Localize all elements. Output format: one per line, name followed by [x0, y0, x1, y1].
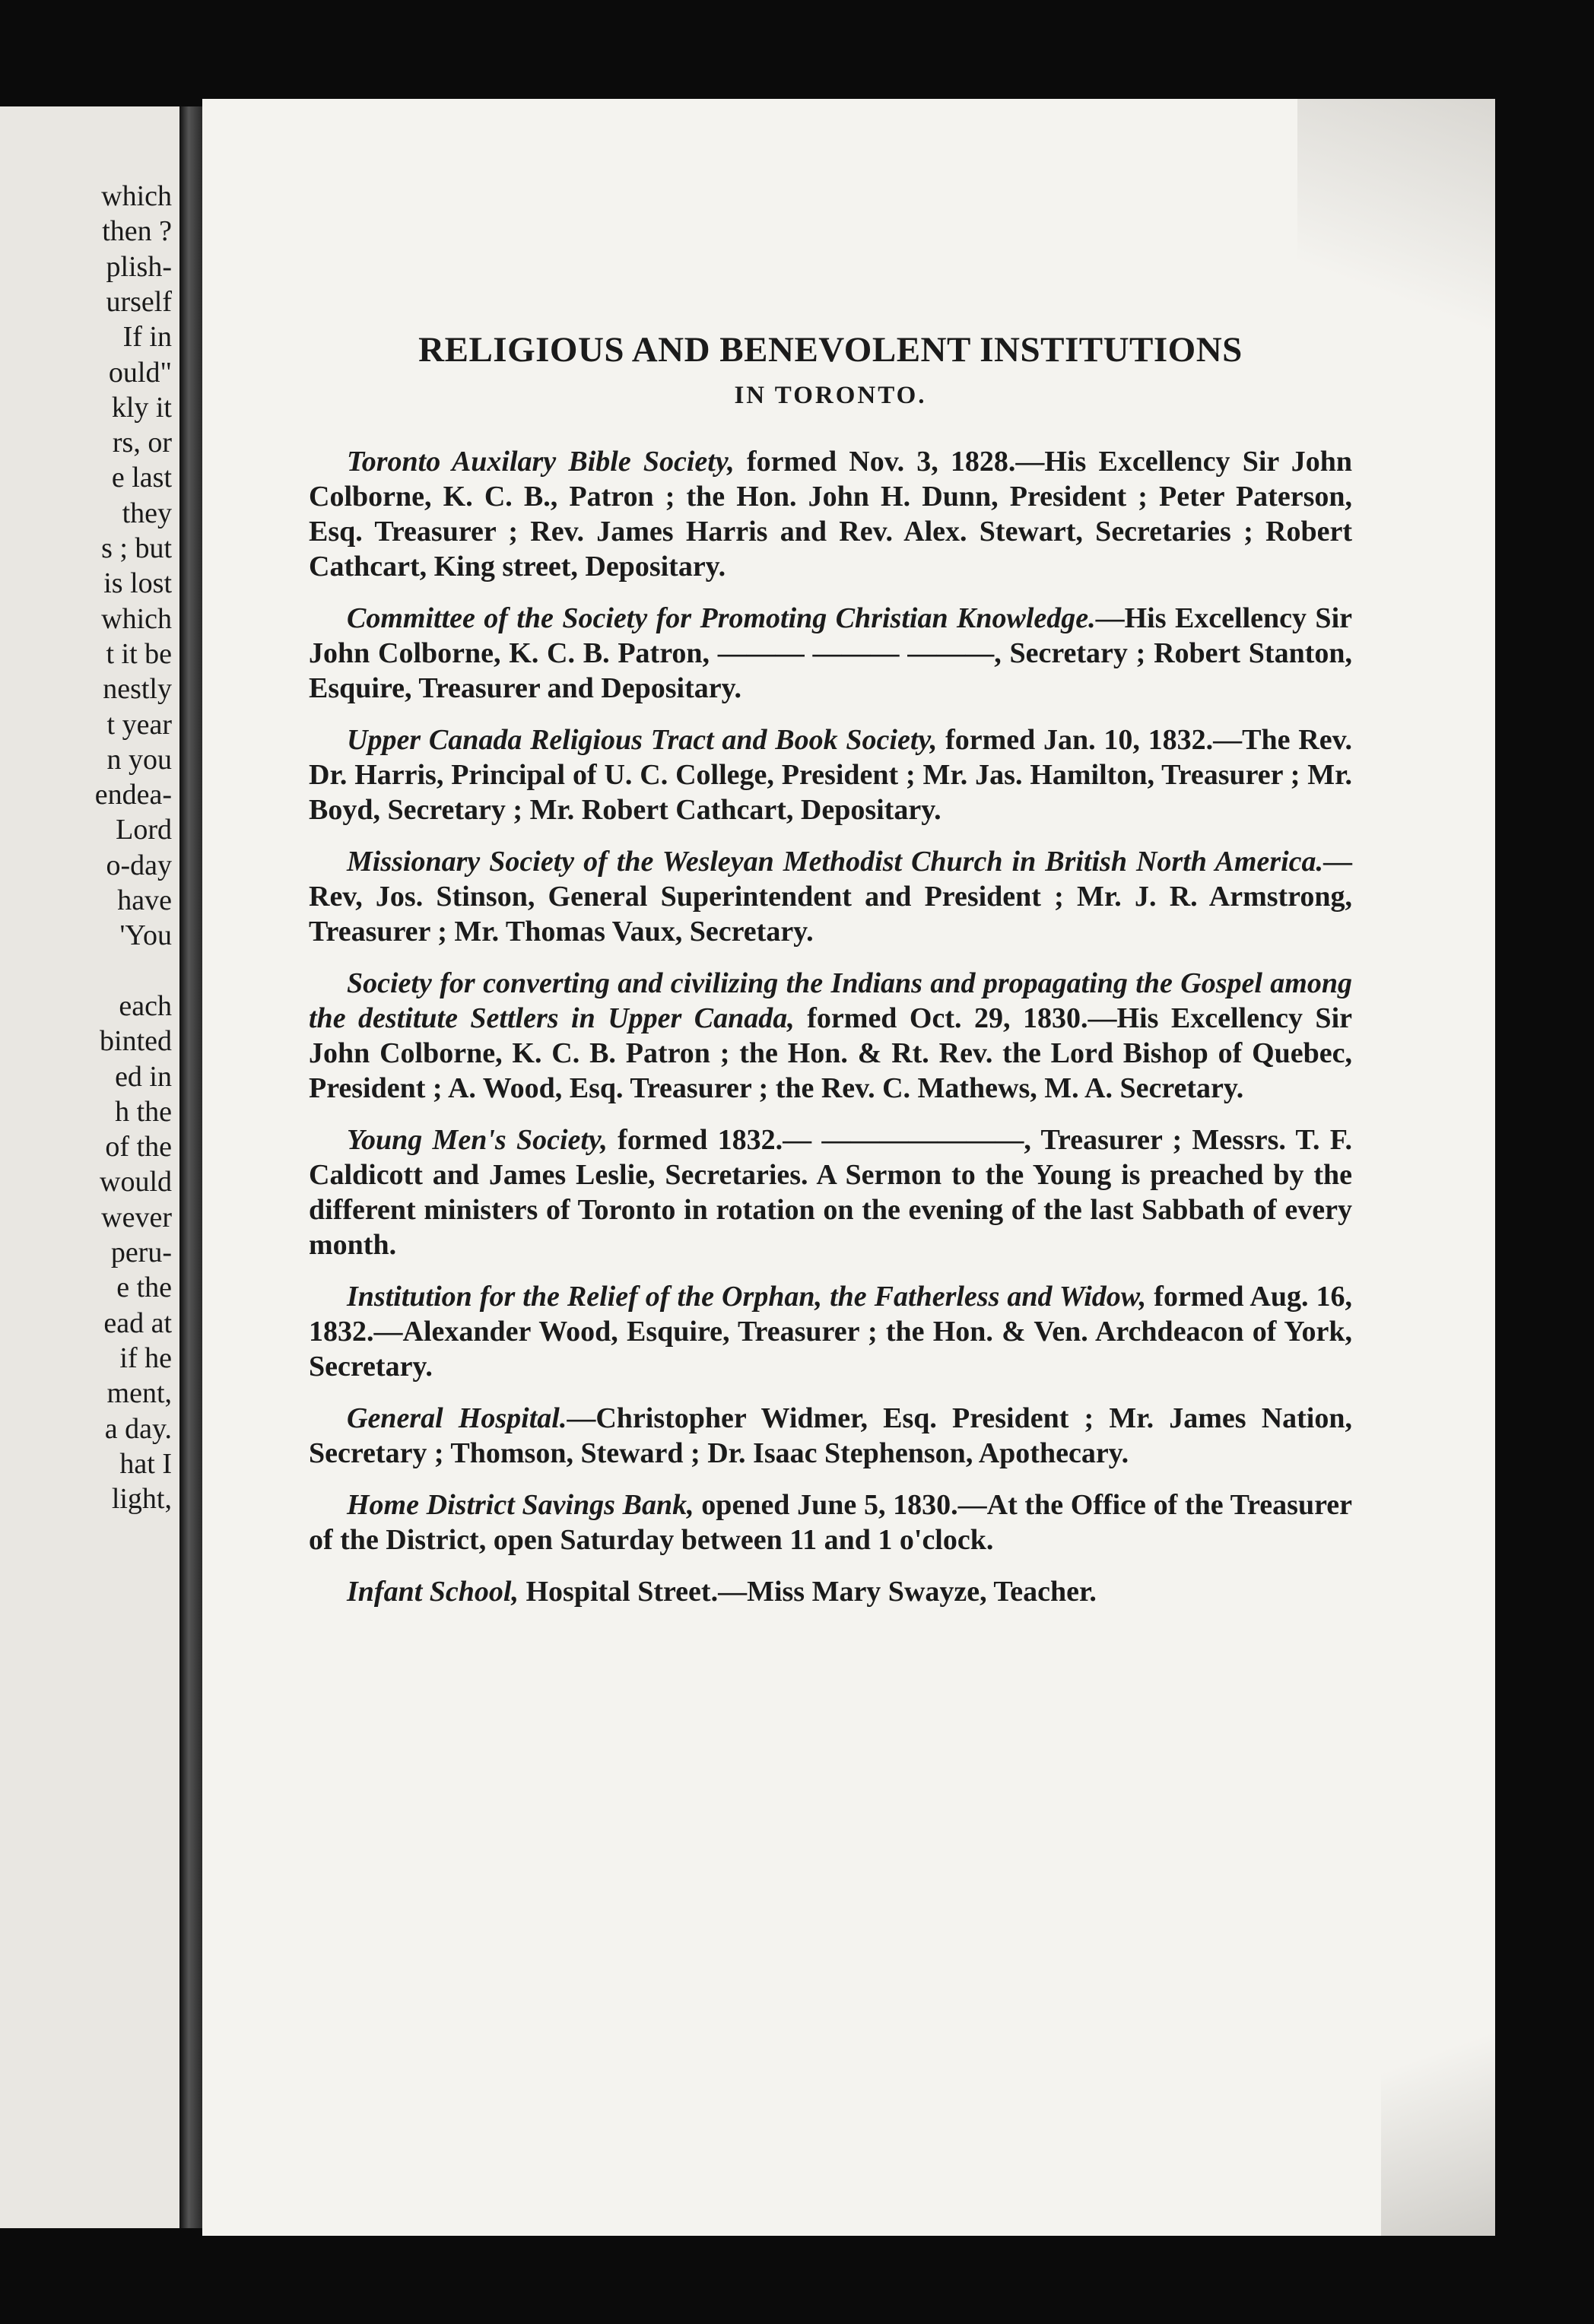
left-page-fragment: rs, or	[112, 427, 172, 459]
institution-entry	[309, 1487, 1352, 1557]
institution-entry	[309, 1122, 1352, 1262]
left-page-fragment: would	[100, 1166, 172, 1199]
left-page-fragment: h the	[115, 1095, 172, 1128]
left-page-fragment: n you	[106, 743, 172, 776]
institution-entry	[309, 1279, 1352, 1384]
institution-name: Missionary Society of the Wesleyan Methodist Church in British North America.	[347, 846, 1323, 878]
institution-name: General Hospital.	[347, 1402, 567, 1434]
left-page-fragment: plish-	[106, 250, 172, 283]
institution-details: —His Excellency Sir John Colborne, K. C. B. Patron, ——— ——— ———, Secretary ; Robert Stanton, Esquire, Treasurer and Depositary.	[309, 602, 1352, 704]
left-page-fragment: e the	[116, 1272, 172, 1304]
left-page-fragment: wever	[101, 1201, 172, 1233]
left-page-fragment: e last	[111, 462, 172, 494]
institution-entry	[309, 601, 1352, 706]
left-page-fragment: s ; but	[101, 532, 172, 564]
left-page-fragment: o-day	[106, 849, 172, 881]
page-content	[309, 327, 1352, 1626]
left-page-fragment: ead at	[103, 1306, 172, 1339]
left-page-fragment: each	[119, 989, 172, 1022]
institution-name: Toronto Auxilary Bible Society,	[347, 446, 735, 478]
left-page-fragment: then ?	[102, 215, 172, 248]
institution-entry	[309, 444, 1352, 584]
left-page-fragment: peru-	[110, 1237, 172, 1268]
institution-details: —Rev, Jos. Stinson, General Superintendent and President ; Mr. J. R. Armstrong, Treasurer ; Mr. Thomas Vaux, Secretary.	[309, 846, 1352, 948]
left-page-fragment: t year	[106, 708, 172, 741]
left-page-fragment: If in	[122, 321, 172, 354]
institution-details: formed 1832.— ———————, Treasurer ; Messrs. T. F. Caldicott and James Leslie, Secretaries. A Sermon to the Young is preached by the different ministers of Toronto in rotation on the evening of the last Sabbath of every month.	[309, 1124, 1353, 1261]
institution-name: Institution for the Relief of the Orphan, the Fatherless and Widow,	[347, 1281, 1147, 1313]
page-subtitle: IN TORONTO.	[734, 382, 927, 409]
left-page-fragment: a day.	[104, 1412, 172, 1445]
left-page-fragment: light,	[111, 1483, 172, 1516]
institution-name: Infant School,	[347, 1576, 519, 1608]
left-page-fragment: which	[101, 180, 172, 212]
left-page-fragment: hat I	[119, 1447, 172, 1480]
institution-name: Society for converting and civilizing the Indians and propagating the Gospel among the destitute Settlers in Upper Canada,	[309, 967, 1352, 1034]
institution-entry	[309, 844, 1352, 949]
institution-details: formed Aug. 16, 1832.—Alexander Wood, Esquire, Treasurer ; the Hon. & Ven. Archdeacon of York, Secretary.	[309, 1281, 1353, 1383]
left-page-fragment: which	[101, 602, 172, 635]
left-page-fragment: Lord	[116, 814, 172, 846]
left-page-fragment: if he	[119, 1341, 172, 1374]
institution-name: Upper Canada Religious Tract and Book Society,	[347, 724, 938, 756]
book-gutter	[179, 106, 202, 2228]
left-page-fragment: endea-	[94, 779, 172, 811]
left-page-fragment: t it be	[106, 637, 172, 670]
institution-details: formed Nov. 3, 1828.—His Excellency Sir John Colborne, K. C. B., Patron ; the Hon. John H. Dunn, President ; Peter Paterson, Esq. Treasurer ; Rev. James Harris and Rev. Alex. Stewart, Secretaries ; Robert Cathcart, King street, Depositary.	[309, 446, 1352, 583]
left-page-fragment: ment,	[106, 1377, 172, 1410]
institution-details: formed Oct. 29, 1830.—His Excellency Sir John Colborne, K. C. B. Patron ; the Hon. & Rt. Rev. the Lord Bishop of Quebec, President ; A. Wood, Esq. Treasurer ; the Rev. C. Mathews, M. A. Secretary.	[309, 1002, 1352, 1104]
left-page-fragment: binted	[100, 1025, 172, 1058]
institution-name: Committee of the Society for Promoting Christian Knowledge.	[347, 602, 1096, 634]
left-page-fragment: have	[117, 884, 172, 916]
left-page-fragment: urself	[106, 285, 172, 318]
left-page-fragment: 'You	[119, 919, 172, 952]
institution-entry	[309, 966, 1352, 1106]
institution-name: Young Men's Society,	[347, 1124, 608, 1156]
institution-list	[309, 444, 1352, 1609]
left-page-fragment: ould"	[108, 356, 172, 389]
left-page-fragment: they	[122, 497, 172, 529]
right-page	[202, 99, 1495, 2236]
left-page-fragment: nestly	[103, 673, 172, 706]
page-corner-bottom	[1381, 1985, 1495, 2236]
institution-details: Hospital Street.—Miss Mary Swayze, Teacher.	[518, 1576, 1097, 1608]
institution-entry	[309, 1574, 1352, 1609]
page-title: RELIGIOUS AND BENEVOLENT INSTITUTIONS	[418, 330, 1243, 370]
left-page	[0, 106, 179, 2228]
institution-details: formed Jan. 10, 1832.—The Rev. Dr. Harris, Principal of U. C. College, President ; Mr. Jas. Hamilton, Treasurer ; Mr. Boyd, Secretary ; Mr. Robert Cathcart, Depositary.	[309, 724, 1352, 826]
left-page-fragment: kly it	[111, 391, 172, 424]
left-page-fragment: of the	[105, 1131, 172, 1164]
institution-details: —Christopher Widmer, Esq. President ; Mr. James Nation, Secretary ; Thomson, Steward ; Dr. Isaac Stephenson, Apothecary.	[309, 1402, 1352, 1469]
institution-entry	[309, 1401, 1352, 1471]
institution-details: opened June 5, 1830.—At the Office of the Treasurer of the District, open Saturday between 11 and 1 o'clock.	[309, 1489, 1353, 1556]
left-page-fragment: is lost	[103, 567, 172, 600]
left-page-fragment: ed in	[115, 1060, 172, 1093]
institution-name: Home District Savings Bank,	[347, 1489, 694, 1521]
institution-entry	[309, 722, 1352, 827]
